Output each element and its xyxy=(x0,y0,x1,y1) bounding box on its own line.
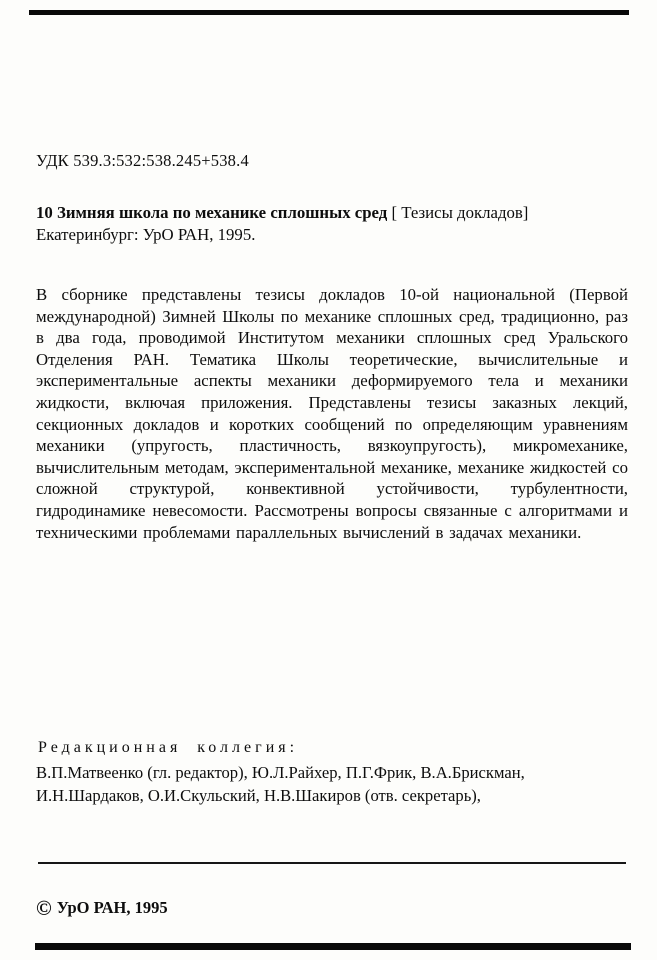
copyright-line xyxy=(36,896,168,921)
abstract-paragraph: В сборнике представлены тезисы докладов 10-ой национальной (Первой международной) Зимней Школы по механике сплошных сред, традиционно, раз в два года, проводимой Институтом механики сплошных сред Уральского Отделения РАН. Тематика Школы теоретические, вычислительные и экспериментальные аспекты механики деформируемого тела и механики жидкости, включая приложения. Представлены тезисы заказных лекций, секционных докладов и коротких сообщений по определяющим уравнениям механики (упругость, пластичность, вязкоупругость), микромеханике, вычислительным методам, экспериментальной механике, механике жидкостей со сложной структурой, конвективной устойчивости, турбулентности, гидродинамике невесомости. Рассмотрены вопросы связанные с алгоритмами и техническими проблемами параллельных вычислений в задачах механики. xyxy=(36,285,628,542)
copyright-icon: © xyxy=(36,896,52,920)
bottom-rule xyxy=(35,943,631,950)
editorial-heading: Редакционная коллегия: xyxy=(38,739,299,756)
top-rule xyxy=(29,10,629,15)
imprint-line: Екатеринбург: УрО РАН, 1995. xyxy=(36,225,256,244)
copyright-text: УрО РАН, 1995 xyxy=(56,898,168,917)
title-block xyxy=(36,202,628,246)
udk-code: УДК 539.3:532:538.245+538.4 xyxy=(36,151,249,170)
divider-rule xyxy=(38,862,626,864)
book-title: 10 Зимняя школа по механике сплошных сред xyxy=(36,203,388,222)
editorial-names: В.П.Матвеенко (гл. редактор), Ю.Л.Райхер, П.Г.Фрик, В.А.Брискман, И.Н.Шардаков, О.И.Скульский, Н.В.Шакиров (отв. секретарь), xyxy=(36,763,525,805)
title-note: [ Тезисы докладов] xyxy=(387,203,529,222)
